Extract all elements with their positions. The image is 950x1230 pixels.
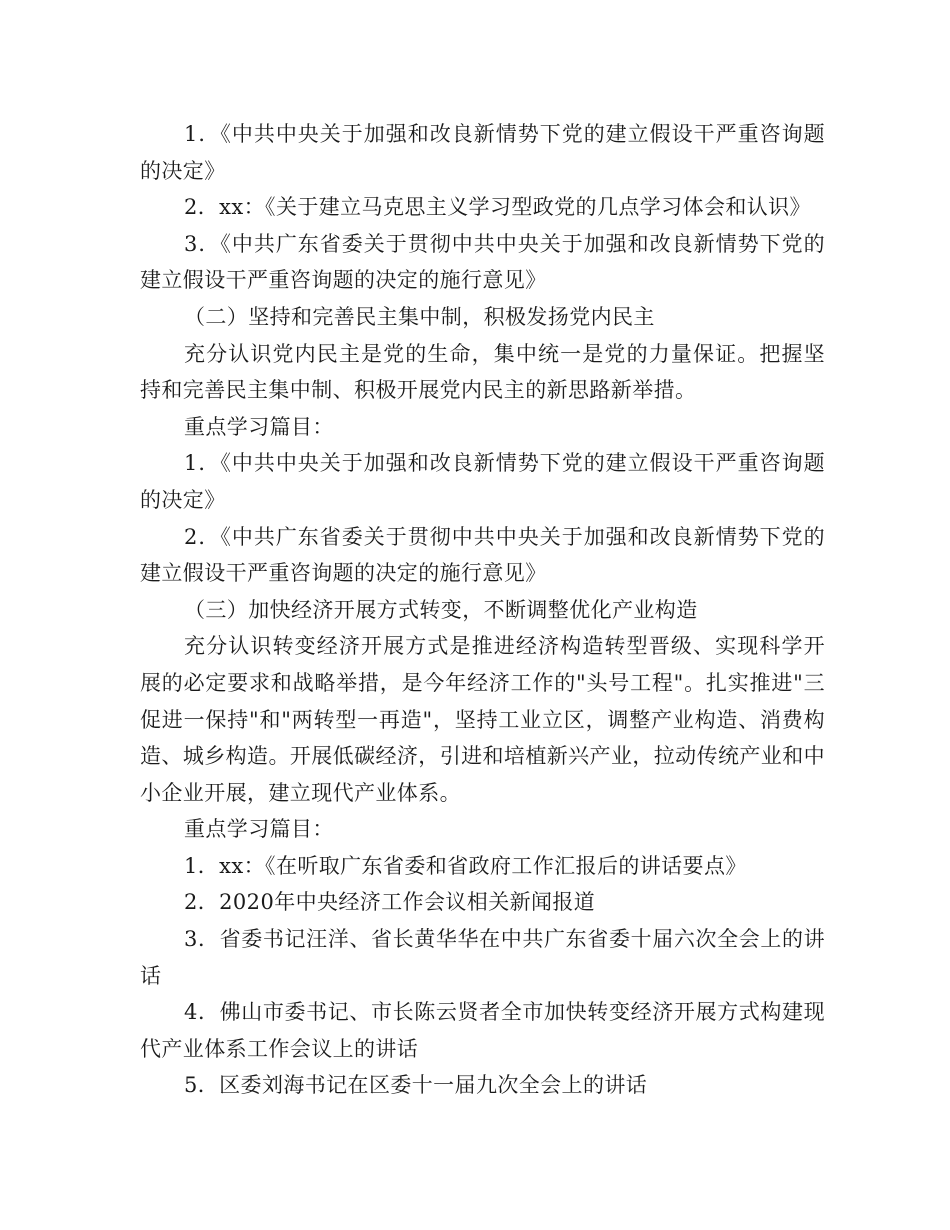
reading-list-label: 重点学习篇目： xyxy=(184,817,334,842)
list-item: 1．xx：《在听取广东省委和省政府工作汇报后的讲话要点》 xyxy=(184,853,747,878)
list-item: 4．佛山市委书记、市长陈云贤者全市加快转变经济开展方式构建现代产业体系工作会议上的讲话 xyxy=(140,1000,825,1061)
list-item: 1．《中共中央关于加强和改良新情势下党的建立假设干严重咨询题的决定》 xyxy=(140,451,825,512)
document-body xyxy=(140,116,825,1104)
list-item: 1．《中共中央关于加强和改良新情势下党的建立假设干严重咨询题的决定》 xyxy=(140,122,825,183)
body-paragraph: 充分认识党内民主是党的生命，集中统一是党的力量保证。把握坚持和完善民主集中制、积极开展党内民主的新思路新举措。 xyxy=(140,341,825,403)
reading-list-label: 重点学习篇目： xyxy=(184,414,334,439)
list-item: 2．《中共广东省委关于贯彻中共中央关于加强和改良新情势下党的建立假设干严重咨询题的决定的施行意见》 xyxy=(140,524,825,586)
section-heading: （三）加快经济开展方式转变，不断调整优化产业构造 xyxy=(184,597,698,622)
list-item: 3．《中共广东省委关于贯彻中共中央关于加强和改良新情势下党的建立假设干严重咨询题的决定的施行意见》 xyxy=(140,231,825,293)
section-heading: （二）坚持和完善民主集中制，积极发扬党内民主 xyxy=(184,304,655,329)
list-item: 2．xx：《关于建立马克思主义学习型政党的几点学习体会和认识》 xyxy=(184,195,811,220)
body-paragraph: 充分认识转变经济开展方式是推进经济构造转型晋级、实现科学开展的必定要求和战略举措，是今年经济工作的"头号工程"。扎实推进"三促进一保持"和"两转型一再造"，坚持工业立区，调整产业构造、消费构造、城乡构造。开展低碳经济，引进和培植新兴产业，拉动传统产业和中小企业开展，建立现代产业体系。 xyxy=(140,634,825,805)
list-item: 2．2020年中央经济工作会议相关新闻报道 xyxy=(184,890,596,915)
list-item: 5．区委刘海书记在区委十一届九次全会上的讲话 xyxy=(184,1073,648,1098)
list-item: 3．省委书记汪洋、省长黄华华在中共广东省委十届六次全会上的讲话 xyxy=(140,927,825,988)
